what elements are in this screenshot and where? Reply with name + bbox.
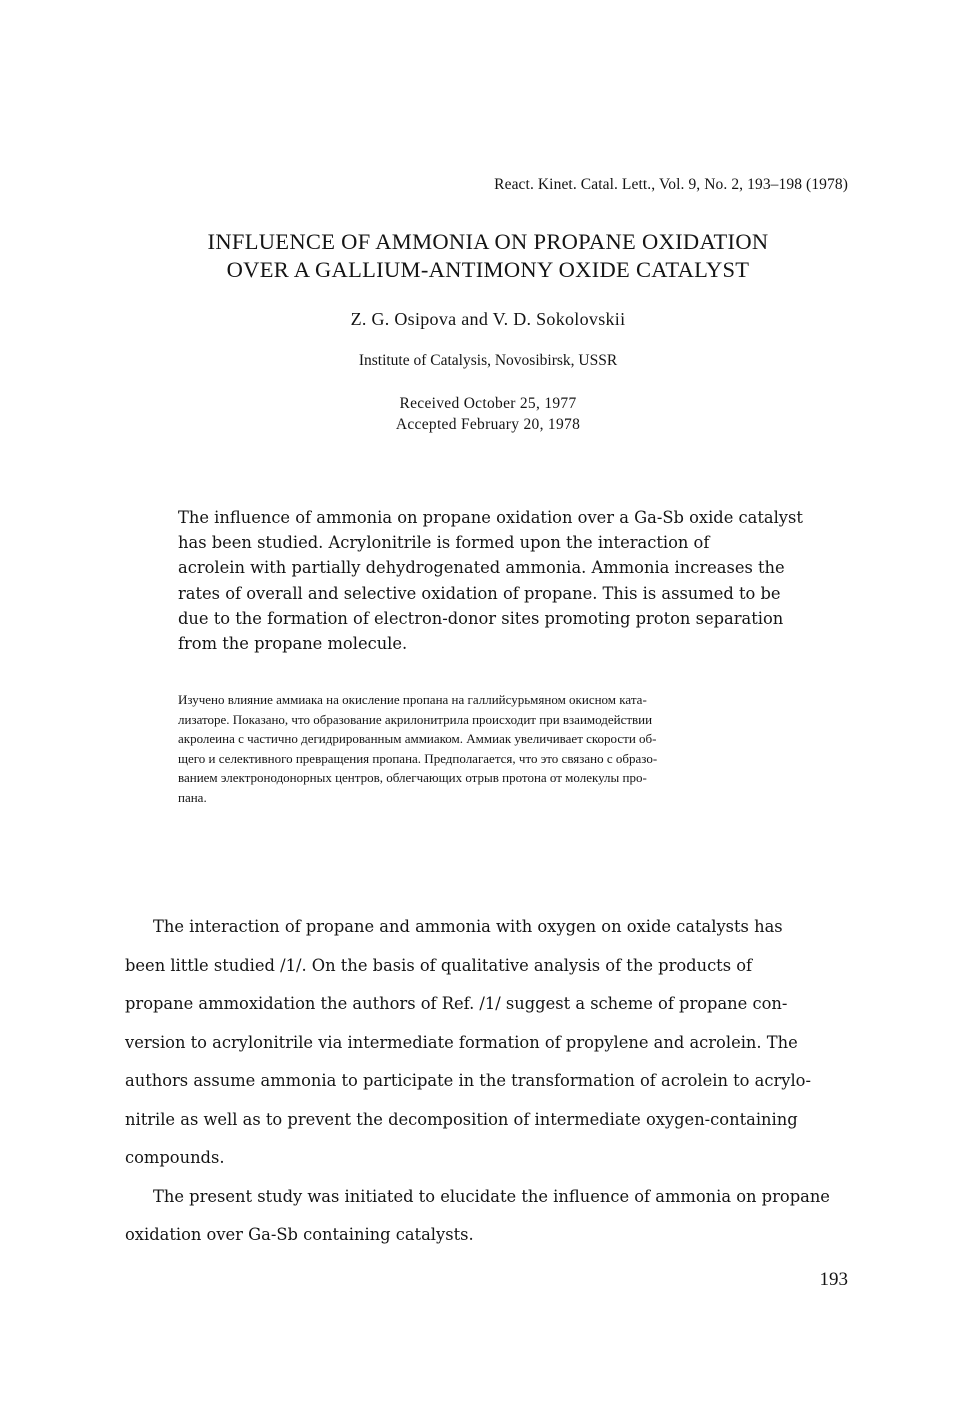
body-line: version to acrylonitrile via intermediate formation of propylene and acrolein. The (125, 1032, 798, 1052)
abstract-ru-line: Изучено влияние аммиака на окисление пропана на галлийсурьмяном окисном ката- (178, 692, 647, 707)
abstract-line: has been studied. Acrylonitrile is formed upon the interaction of (178, 533, 710, 553)
journal-reference: React. Kinet. Catal. Lett., Vol. 9, No. 2, 193–198 (1978) (494, 176, 848, 193)
received-date: Received October 25, 1977 (399, 395, 577, 412)
title-line: OVER A GALLIUM-ANTIMONY OXIDE CATALYST (226, 257, 750, 282)
title-line: INFLUENCE OF AMMONIA ON PROPANE OXIDATION (207, 229, 769, 254)
accepted-date: Accepted February 20, 1978 (395, 416, 581, 433)
submission-dates (100, 393, 876, 435)
abstract-ru-line: пана. (178, 789, 207, 805)
body-text (125, 908, 865, 1255)
affiliation: Institute of Catalysis, Novosibirsk, USSR (358, 352, 618, 369)
page-number: 193 (819, 1269, 848, 1290)
abstract-ru-line: ванием электронодонорных центров, облегчающих отрыв протона от молекулы про- (178, 770, 647, 786)
body-line: The interaction of propane and ammonia with oxygen on oxide catalysts has (153, 917, 783, 936)
authors: Z. G. Osipova and V. D. Sokolovskii (350, 309, 626, 329)
abstract-ru-line: акролеина с частично дегидрированным аммиаком. Аммиак увеличивает скорости об- (178, 731, 657, 747)
body-line: The present study was initiated to elucidate the influence of ammonia on propane (153, 1186, 830, 1206)
body-line: authors assume ammonia to participate in the transformation of acrolein to acrylo- (125, 1071, 811, 1090)
abstract-line: from the propane molecule. (178, 634, 408, 654)
paragraph-2 (125, 1178, 865, 1255)
paper-title (100, 228, 876, 284)
abstract-russian (178, 690, 863, 808)
abstract-line: rates of overall and selective oxidation of propane. This is assumed to be (178, 583, 781, 603)
abstract-line: The influence of ammonia on propane oxidation over a Ga-Sb oxide catalyst (178, 508, 803, 527)
paragraph-1 (125, 908, 865, 1178)
abstract-line: due to the formation of electron-donor sites promoting proton separation (178, 608, 784, 628)
body-line: propane ammoxidation the authors of Ref. /1/ suggest a scheme of propane con- (125, 994, 788, 1013)
body-line: oxidation over Ga-Sb containing catalysts. (125, 1225, 474, 1244)
body-line: compounds. (125, 1148, 225, 1167)
body-line: nitrile as well as to prevent the decomposition of intermediate oxygen-containing (125, 1109, 798, 1129)
body-line: been little studied /1/. On the basis of qualitative analysis of the products of (125, 955, 753, 975)
abstract-line: acrolein with partially dehydrogenated ammonia. Ammonia increases the (178, 558, 785, 578)
abstract-ru-line: щего и селективного превращения пропана. Предполагается, что это связано с образо- (178, 750, 658, 766)
abstract-english (178, 505, 838, 656)
abstract-ru-line: лизаторе. Показано, что образование акрилонитрила происходит при взаимодействии (178, 711, 653, 727)
